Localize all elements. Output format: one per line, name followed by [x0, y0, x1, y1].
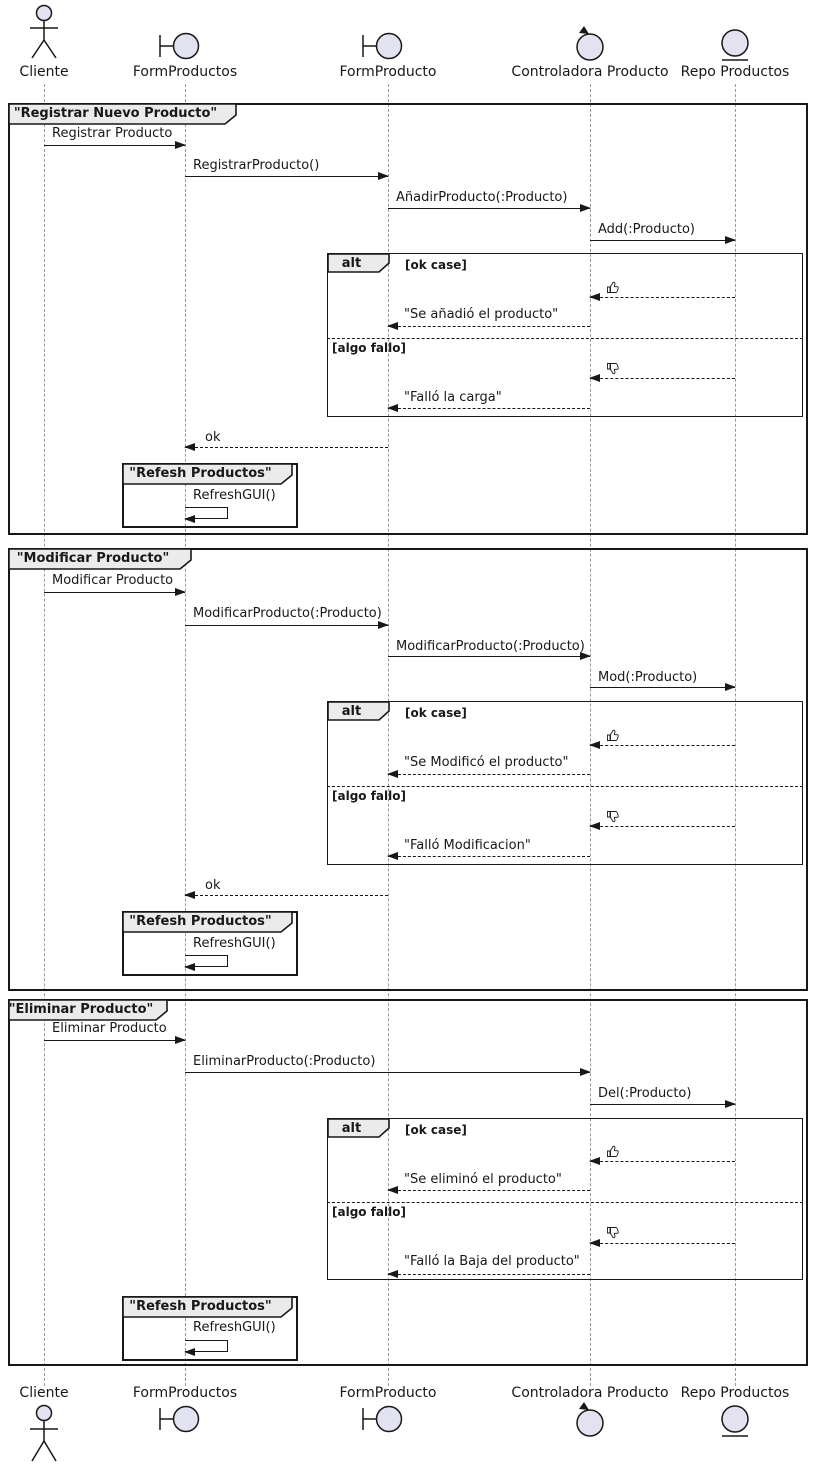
guard-ok: [ok case]	[405, 706, 467, 720]
guard-fail: [algo fallo]	[332, 789, 406, 803]
subframe-title: "Refesh Productos"	[129, 913, 272, 929]
message-label: ok	[205, 430, 221, 445]
message-label: RefreshGUI()	[193, 488, 276, 503]
message-arrow	[590, 687, 735, 688]
arrowhead	[589, 1157, 600, 1165]
message-label: "Falló la Baja del producto"	[404, 1254, 580, 1269]
guard-ok: [ok case]	[405, 1123, 467, 1137]
arrowhead	[378, 621, 389, 629]
control-icon	[572, 1402, 608, 1440]
arrowhead	[580, 204, 591, 212]
boundary-icon	[158, 31, 200, 61]
participant-label: Cliente	[19, 1385, 69, 1401]
return-arrow	[388, 408, 590, 409]
alt-divider	[327, 1202, 803, 1203]
message-arrow	[44, 592, 185, 593]
alt-fragment	[327, 701, 803, 865]
arrowhead	[589, 374, 600, 382]
participant-label: Repo Productos	[680, 64, 790, 80]
message-arrow	[388, 656, 590, 657]
thumbs-up-icon	[606, 729, 619, 742]
return-arrow	[388, 1190, 590, 1191]
message-label: "Se Modificó el producto"	[404, 755, 569, 770]
thumbs-up-icon	[606, 1145, 619, 1158]
return-arrow	[185, 895, 388, 896]
message-label: Add(:Producto)	[598, 222, 696, 237]
arrowhead	[175, 1036, 186, 1044]
message-label: ModificarProducto(:Producto)	[193, 606, 382, 621]
boundary-icon	[361, 31, 403, 61]
arrowhead	[175, 141, 186, 149]
message-label: RefreshGUI()	[193, 936, 276, 951]
return-arrow	[590, 745, 735, 746]
arrowhead	[378, 172, 389, 180]
arrowhead	[184, 443, 195, 451]
message-label: "Se eliminó el producto"	[404, 1172, 562, 1187]
frame-title-tab	[8, 103, 237, 125]
thumbs-down-icon	[606, 1226, 619, 1239]
frame-title-tab	[8, 548, 192, 570]
thumbs-up-icon	[606, 281, 619, 294]
arrowhead	[580, 652, 591, 660]
alt-label: alt	[341, 1120, 362, 1136]
thumbs-down-icon	[606, 810, 619, 823]
arrowhead	[387, 1270, 398, 1278]
arrowhead	[387, 322, 398, 330]
self-message-arrow	[185, 1340, 228, 1352]
message-arrow	[590, 240, 735, 241]
arrowhead	[184, 963, 195, 971]
boundary-icon	[361, 1404, 403, 1434]
actor-icon	[24, 3, 64, 63]
guard-fail: [algo fallo]	[332, 1205, 406, 1219]
arrowhead	[725, 236, 736, 244]
return-arrow	[590, 1243, 735, 1244]
subframe-title: "Refesh Productos"	[129, 465, 272, 481]
message-label: ok	[205, 878, 221, 893]
message-label: Del(:Producto)	[598, 1086, 692, 1101]
arrowhead	[184, 515, 195, 523]
arrowhead	[175, 588, 186, 596]
message-arrow	[388, 208, 590, 209]
message-label: Eliminar Producto	[52, 1021, 167, 1036]
message-label: Registrar Producto	[52, 126, 173, 141]
message-arrow	[590, 1104, 735, 1105]
message-arrow	[44, 1040, 185, 1041]
alt-divider	[327, 338, 803, 339]
boundary-icon	[158, 1404, 200, 1434]
message-label: "Falló Modificacion"	[404, 838, 531, 853]
arrowhead	[184, 1348, 195, 1356]
participant-label: Repo Productos	[680, 1385, 790, 1401]
alt-tab	[327, 1118, 390, 1138]
message-label: Modificar Producto	[52, 573, 174, 588]
arrowhead	[387, 852, 398, 860]
frame-title-tab	[8, 999, 168, 1021]
alt-tab	[327, 701, 390, 721]
participant-label: FormProducto	[339, 64, 437, 80]
message-label: "Se añadió el producto"	[404, 307, 559, 322]
arrowhead	[589, 741, 600, 749]
message-arrow	[185, 625, 388, 626]
alt-divider	[327, 786, 803, 787]
guard-ok: [ok case]	[405, 258, 467, 272]
participant-label: Cliente	[19, 64, 69, 80]
return-arrow	[388, 1274, 590, 1275]
arrowhead	[387, 404, 398, 412]
message-label: EliminarProducto(:Producto)	[193, 1054, 376, 1069]
alt-label: alt	[341, 703, 362, 719]
guard-fail: [algo fallo]	[332, 341, 406, 355]
return-arrow	[388, 326, 590, 327]
participant-label: FormProducto	[339, 1385, 437, 1401]
message-arrow	[185, 1072, 590, 1073]
return-arrow	[590, 1161, 735, 1162]
return-arrow	[590, 826, 735, 827]
frame-title: "Registrar Nuevo Producto"	[13, 105, 218, 121]
message-arrow	[44, 145, 185, 146]
arrowhead	[589, 1239, 600, 1247]
arrowhead	[184, 891, 195, 899]
alt-fragment	[327, 253, 803, 417]
alt-label: alt	[341, 255, 362, 271]
message-label: RefreshGUI()	[193, 1320, 276, 1335]
self-message-arrow	[185, 507, 228, 519]
return-arrow	[388, 774, 590, 775]
message-arrow	[185, 176, 388, 177]
subframe-title-tab	[122, 463, 293, 485]
subframe-title-tab	[122, 1296, 293, 1318]
participant-label: FormProductos	[132, 1385, 238, 1401]
arrowhead	[725, 683, 736, 691]
return-arrow	[388, 856, 590, 857]
thumbs-down-icon	[606, 362, 619, 375]
arrowhead	[725, 1100, 736, 1108]
actor-icon	[24, 1403, 64, 1467]
return-arrow	[185, 447, 388, 448]
message-label: ModificarProducto(:Producto)	[396, 639, 585, 654]
arrowhead	[589, 293, 600, 301]
alt-tab	[327, 253, 390, 273]
entity-icon	[719, 28, 751, 64]
control-icon	[572, 26, 608, 64]
arrowhead	[387, 1186, 398, 1194]
arrowhead	[580, 1068, 591, 1076]
return-arrow	[590, 297, 735, 298]
message-label: Mod(:Producto)	[598, 670, 698, 685]
message-label: AñadirProducto(:Producto)	[396, 190, 568, 205]
participant-label: Controladora Producto	[511, 1385, 669, 1401]
arrowhead	[387, 770, 398, 778]
message-label: RegistrarProducto()	[193, 158, 320, 173]
return-arrow	[590, 378, 735, 379]
participant-label: Controladora Producto	[511, 64, 669, 80]
entity-icon	[719, 1404, 751, 1440]
participant-label: FormProductos	[132, 64, 238, 80]
frame-title: "Modificar Producto"	[16, 550, 170, 566]
self-message-arrow	[185, 955, 228, 967]
message-label: "Falló la carga"	[404, 390, 502, 405]
subframe-title-tab	[122, 911, 293, 933]
frame-title: "Eliminar Producto"	[8, 1001, 154, 1017]
arrowhead	[589, 822, 600, 830]
subframe-title: "Refesh Productos"	[129, 1298, 272, 1314]
